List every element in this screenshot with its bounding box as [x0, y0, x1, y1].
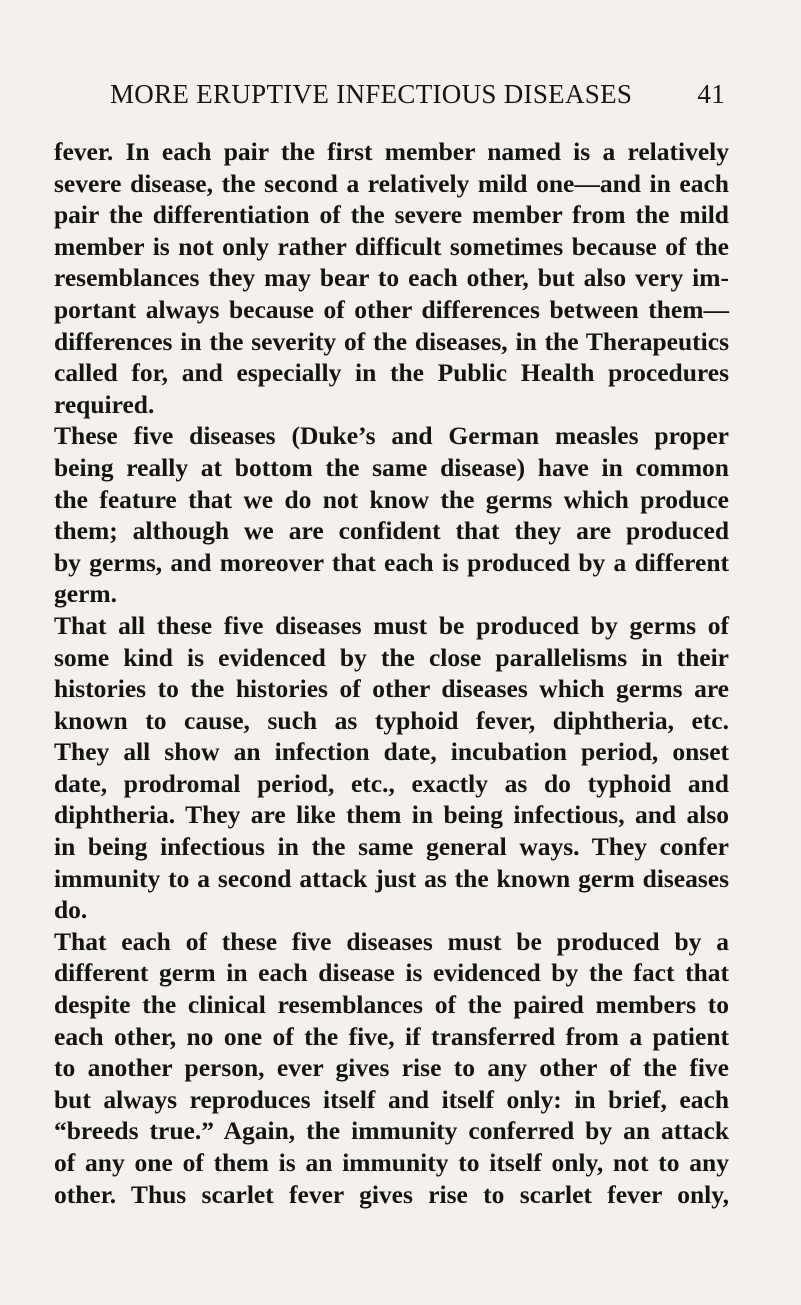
text-line: germ. [54, 579, 118, 609]
text-line: different germ in each disease is evidenced by the fact that [54, 958, 729, 988]
body-text [54, 136, 729, 1210]
text-line: That all these five diseases must be produced by germs of [54, 610, 729, 640]
text-line: These five diseases (Duke’s and German measles proper [54, 421, 729, 451]
text-line: being really at bottom the same disease) have in common [54, 452, 729, 482]
text-line: resemblances they may bear to each other, but also very im- [54, 263, 729, 293]
text-line: date, prodromal period, etc., exactly as do typhoid and [54, 768, 729, 798]
text-line: the feature that we do not know the germs which produce [54, 484, 729, 514]
text-line: of any one of them is an immunity to itself only, not to any [54, 1148, 729, 1177]
text-line: immunity to a second attack just as the known germ diseases [54, 863, 729, 893]
text-line: other. Thus scarlet fever gives rise to scarlet fever only, [54, 1179, 729, 1209]
text-line: some kind is evidenced by the close parallelisms in their [54, 642, 729, 672]
text-line: That each of these five diseases must be produced by a [54, 926, 729, 956]
text-line: do. [54, 895, 88, 925]
text-line: member is not only rather difficult sometimes because of the [54, 231, 729, 261]
text-line: portant always because of other differences between them— [54, 294, 729, 324]
page-number: 41 [697, 79, 725, 109]
running-head-title: MORE ERUPTIVE INFECTIOUS DISEASES [110, 79, 633, 109]
text-line: called for, and especially in the Public Health procedures [54, 358, 729, 388]
text-line: severe disease, the second a relatively mild one—and in each [54, 168, 729, 198]
text-line: differences in the severity of the diseases, in the Therapeutics [54, 326, 729, 356]
text-line: but always reproduces itself and itself only: in brief, each [54, 1084, 729, 1114]
text-line: They all show an infection date, incubation period, onset [54, 737, 729, 767]
text-line: despite the clinical resemblances of the paired members to [54, 990, 729, 1020]
running-head [110, 79, 725, 119]
text-line: by germs, and moreover that each is produced by a different [54, 547, 729, 577]
text-line: each other, no one of the five, if transferred from a patient [54, 1021, 729, 1051]
text-line: known to cause, such as typhoid fever, diphtheria, etc. [54, 705, 729, 735]
text-line: fever. In each pair the first member named is a relatively [54, 137, 729, 166]
text-line: histories to the histories of other diseases which germs are [54, 674, 729, 704]
text-line: “breeds true.” Again, the immunity conferred by an attack [54, 1116, 729, 1146]
text-line: them; although we are confident that they are produced [54, 516, 729, 546]
text-line: pair the differentiation of the severe member from the mild [54, 200, 729, 230]
text-line: to another person, ever gives rise to any other of the five [54, 1053, 729, 1083]
text-line: in being infectious in the same general ways. They confer [54, 832, 729, 862]
text-line: required. [54, 389, 155, 419]
text-line: diphtheria. They are like them in being infectious, and also [54, 800, 729, 830]
